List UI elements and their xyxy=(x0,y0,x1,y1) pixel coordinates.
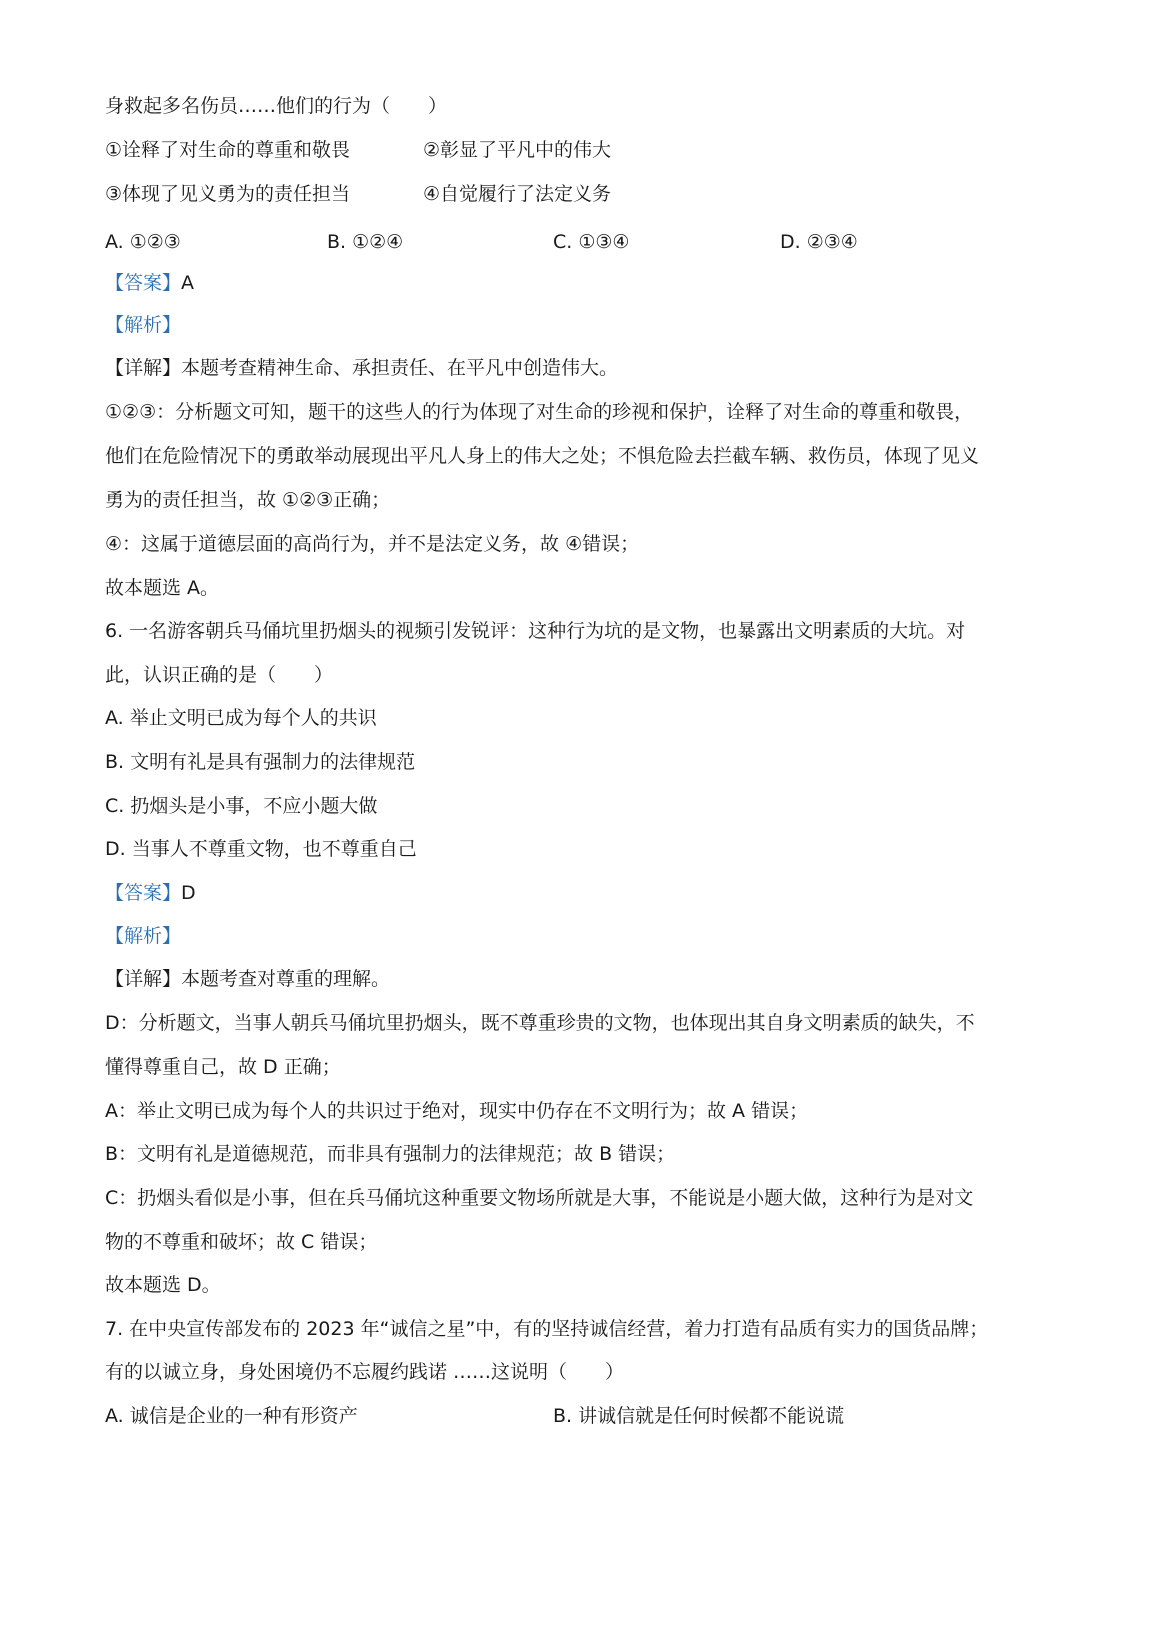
q6-explanation-d-line-2: 懂得尊重自己，故 D 正确； xyxy=(105,1056,341,1078)
q5-explanation-line-1: ①②③：分析题文可知，题干的这些人的行为体现了对生命的珍视和保护，诠释了对生命的尊重和敬畏， xyxy=(105,401,974,423)
q6-explanation-d-line-1: D：分析题文，当事人朝兵马俑坑里扔烟头，既不尊重珍贵的文物，也体现出其自身文明素质的缺失，不 xyxy=(105,1012,975,1034)
q5-detail-tag: 【详解】 xyxy=(105,357,182,379)
q6-explanation-c-line-1: C：扔烟头看似是小事，但在兵马俑坑这种重要文物场所就是大事，不能说是小题大做，这种行为是对文 xyxy=(105,1187,974,1209)
q6-detail xyxy=(105,965,390,993)
q5-detail xyxy=(105,354,618,382)
q5-statement-3: ③体现了见义勇为的责任担当 xyxy=(105,183,351,205)
q6-explanation-a: A：举止文明已成为每个人的共识过于绝对，现实中仍存在不文明行为；故 A 错误； xyxy=(105,1100,809,1122)
q6-conclusion: 故本题选 D。 xyxy=(105,1274,221,1296)
q6-stem-line-1: 6. 一名游客朝兵马俑坑里扔烟头的视频引发锐评：这种行为坑的是文物，也暴露出文明素质的大坑。对 xyxy=(105,620,966,642)
q5-explanation-line-4: ④：这属于道德层面的高尚行为，并不是法定义务，故 ④错误； xyxy=(105,533,640,555)
q5-stem-tail: 身救起多名伤员……他们的行为（ ） xyxy=(105,95,448,117)
q5-answer-tag: 【答案】 xyxy=(105,272,182,294)
q6-explanation-c-line-2: 物的不尊重和破坏；故 C 错误； xyxy=(105,1231,378,1253)
q6-option-b: B. 文明有礼是具有强制力的法律规范 xyxy=(105,751,416,773)
q7-options xyxy=(105,1402,845,1430)
q6-detail-text: 本题考查对尊重的理解。 xyxy=(181,968,391,990)
q7-stem-line-1: 7. 在中央宣传部发布的 2023 年“诚信之星”中，有的坚持诚信经营，着力打造有品质有实力的国货品牌； xyxy=(105,1318,989,1340)
q5-explanation-line-3: 勇为的责任担当，故 ①②③正确； xyxy=(105,489,391,511)
q5-statement-2: ②彰显了平凡中的伟大 xyxy=(423,139,612,161)
q5-statement-4: ④自觉履行了法定义务 xyxy=(423,183,612,205)
q7-option-b: B. 讲诚信就是任何时候都不能说谎 xyxy=(553,1405,845,1427)
q5-answer xyxy=(105,269,194,297)
q6-detail-tag: 【详解】 xyxy=(105,968,182,990)
q6-stem-line-2: 此，认识正确的是（ ） xyxy=(105,664,334,686)
q5-statements-row-2 xyxy=(105,180,612,208)
q5-analysis-tag: 【解析】 xyxy=(105,314,182,336)
q5-answer-value: A xyxy=(181,272,195,294)
q5-detail-text: 本题考查精神生命、承担责任、在平凡中创造伟大。 xyxy=(181,357,619,379)
q5-option-a: A. ①②③ xyxy=(105,231,181,253)
q5-option-b: B. ①②④ xyxy=(327,231,404,253)
q6-explanation-b: B：文明有礼是道德规范，而非具有强制力的法律规范；故 B 错误； xyxy=(105,1143,676,1165)
q7-option-a: A. 诚信是企业的一种有形资产 xyxy=(105,1405,358,1427)
q6-option-c: C. 扔烟头是小事，不应小题大做 xyxy=(105,795,378,817)
q5-conclusion: 故本题选 A。 xyxy=(105,577,220,599)
q6-answer-tag: 【答案】 xyxy=(105,882,182,904)
q6-answer xyxy=(105,879,196,907)
q7-stem-line-2: 有的以诚立身，身处困境仍不忘履约践诺 ……这说明（ ） xyxy=(105,1361,625,1383)
q5-statements-row-1 xyxy=(105,136,612,164)
q6-option-a: A. 举止文明已成为每个人的共识 xyxy=(105,707,377,729)
q5-option-d: D. ②③④ xyxy=(780,231,858,253)
q6-answer-value: D xyxy=(181,882,196,904)
q5-option-c: C. ①③④ xyxy=(553,231,630,253)
q6-option-d: D. 当事人不尊重文物，也不尊重自己 xyxy=(105,838,417,860)
q5-explanation-line-2: 他们在危险情况下的勇敢举动展现出平凡人身上的伟大之处；不惧危险去拦截车辆、救伤员，体现了见义 xyxy=(105,445,980,467)
q5-statement-1: ①诠释了对生命的尊重和敬畏 xyxy=(105,139,351,161)
q6-analysis-tag: 【解析】 xyxy=(105,925,182,947)
q5-options xyxy=(105,228,858,256)
